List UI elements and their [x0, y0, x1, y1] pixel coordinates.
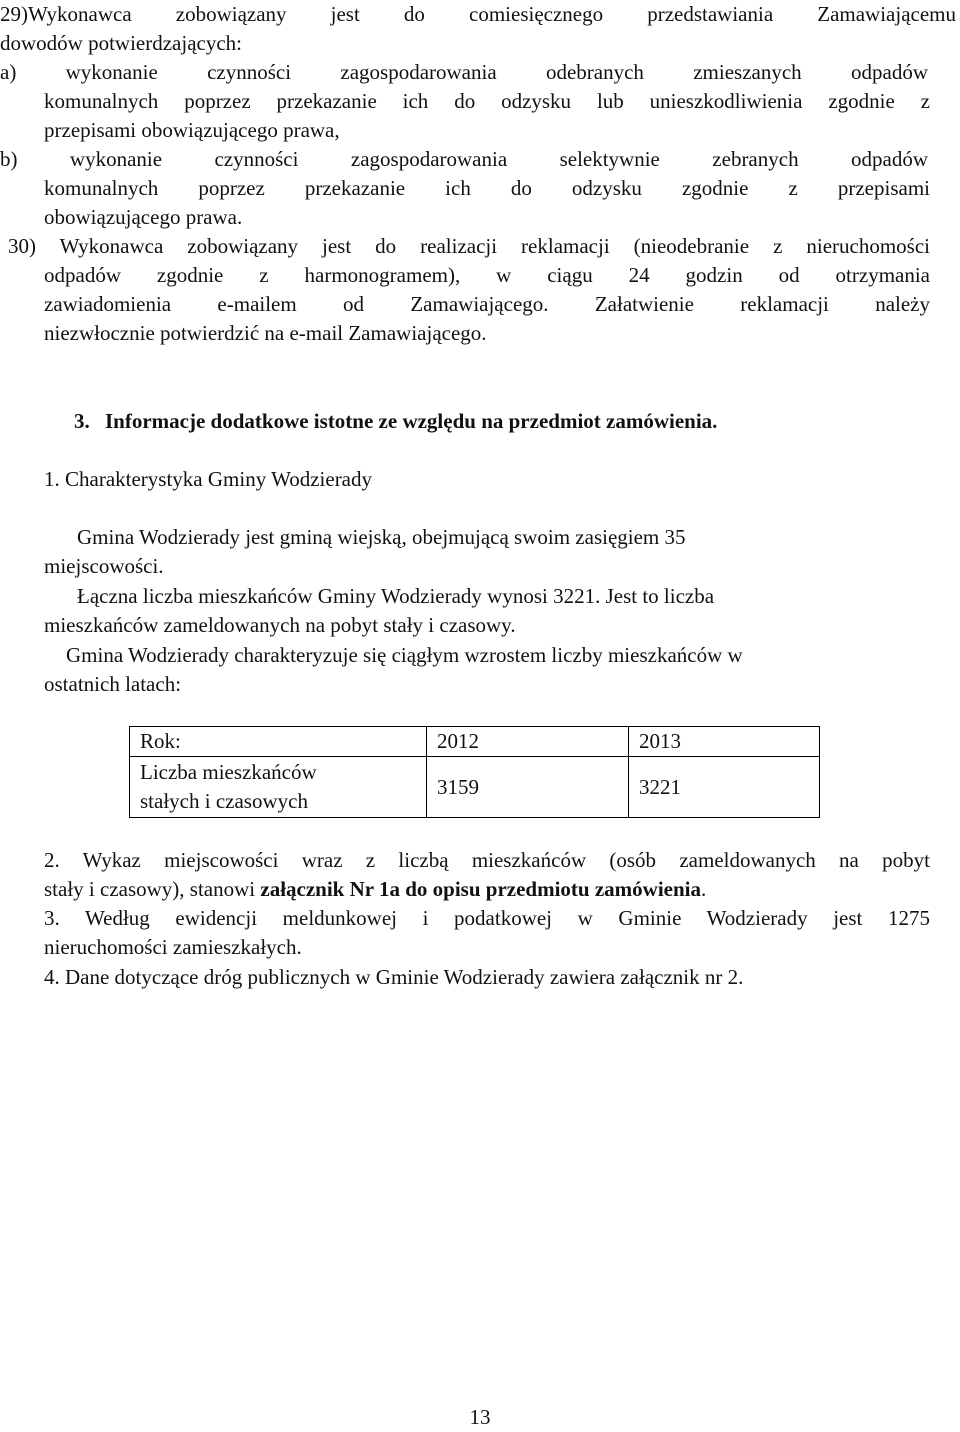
population-label-line1: Liczba mieszkańców	[140, 760, 317, 784]
point1-para1-line1: Gmina Wodzierady jest gminą wiejską, obejmującą swoim zasięgiem 35	[77, 525, 686, 549]
item29-a-line2: komunalnych poprzez przekazanie ich do odzysku lub unieszkodliwienia zgodnie z	[44, 89, 930, 113]
point1-heading: 1. Charakterystyka Gminy Wodzierady	[44, 467, 373, 491]
point1-para3-line2: ostatnich latach:	[44, 672, 182, 696]
table-row	[130, 727, 820, 757]
item29-a-line3: przepisami obowiązującego prawa,	[44, 118, 340, 142]
item30-line1: 30) Wykonawca zobowiązany jest do realizacji reklamacji (nieodebranie z nieruchomości	[8, 234, 930, 258]
table-cell-population-2012: 3159	[427, 757, 629, 818]
table-row	[130, 757, 820, 818]
point3-line1: 3. Według ewidencji meldunkowej i podatkowej w Gminie Wodzierady jest 1275	[44, 906, 930, 930]
item29-line2: dowodów potwierdzających:	[0, 31, 243, 55]
population-table	[129, 726, 820, 818]
item30-line4: niezwłocznie potwierdzić na e-mail Zamawiającego.	[44, 321, 487, 345]
section-3-title: Informacje dodatkowe istotne ze względu na przedmiot zamówienia.	[105, 409, 718, 433]
table-cell-year-label: Rok:	[130, 727, 427, 757]
population-label-line2: stałych i czasowych	[140, 789, 308, 813]
point2-attachment-ref: załącznik Nr 1a	[260, 877, 400, 901]
point2-line1: 2. Wykaz miejscowości wraz z liczbą mieszkańców (osób zameldowanych na pobyt	[44, 848, 930, 872]
section-3-heading	[74, 407, 717, 436]
point2-line2-end: .	[701, 877, 707, 901]
section-3-number: 3.	[74, 409, 90, 433]
point1-para3-line1: Gmina Wodzierady charakteryzuje się ciągłym wzrostem liczby mieszkańców w	[66, 643, 743, 667]
page-number: 13	[469, 1405, 491, 1429]
table-cell-population-label	[130, 757, 427, 818]
item30-line3: zawiadomienia e-mailem od Zamawiającego. Załatwienie reklamacji należy	[44, 292, 930, 316]
population-table-wrap	[129, 726, 820, 818]
point2-line2	[44, 875, 706, 904]
point2-description-ref: do opisu przedmiotu zamówienia	[405, 877, 701, 901]
table-cell-year-2012: 2012	[427, 727, 629, 757]
item29-line1: 29)Wykonawca zobowiązany jest do comiesięcznego przedstawiania Zamawiającemu	[0, 2, 956, 26]
point2-line2-start: stały i czasowy), stanowi	[44, 877, 256, 901]
point4-line1: 4. Dane dotyczące dróg publicznych w Gminie Wodzierady zawiera załącznik nr 2.	[44, 965, 744, 989]
point1-para2-line2: mieszkańców zameldowanych na pobyt stały i czasowy.	[44, 613, 516, 637]
table-cell-year-2013: 2013	[629, 727, 820, 757]
point3-line2: nieruchomości zamieszkałych.	[44, 935, 302, 959]
item30-line2: odpadów zgodnie z harmonogramem), w ciągu 24 godzin od otrzymania	[44, 263, 930, 287]
point1-para1-line2: miejscowości.	[44, 554, 164, 578]
item29-b-line2: komunalnych poprzez przekazanie ich do odzysku zgodnie z przepisami	[44, 176, 930, 200]
table-cell-population-2013: 3221	[629, 757, 820, 818]
item29-b-line3: obowiązującego prawa.	[44, 205, 243, 229]
point1-para2-line1: Łączna liczba mieszkańców Gminy Wodzierady wynosi 3221. Jest to liczba	[77, 584, 715, 608]
item29-a-line1: a) wykonanie czynności zagospodarowania odebranych zmieszanych odpadów	[0, 60, 928, 84]
item29-b-line1: b) wykonanie czynności zagospodarowania selektywnie zebranych odpadów	[0, 147, 928, 171]
